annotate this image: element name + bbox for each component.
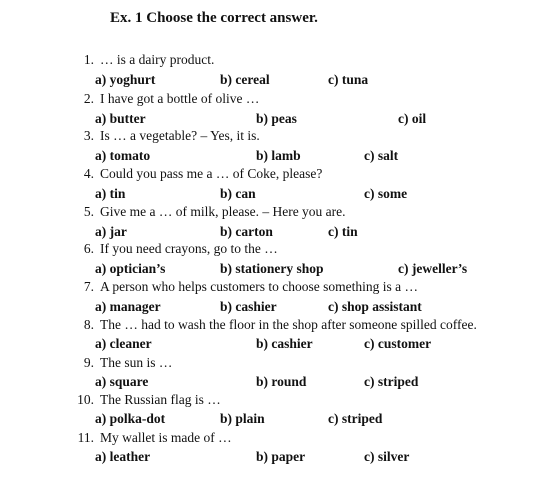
question-text: Is … a vegetable? – Yes, it is. xyxy=(100,128,260,143)
option-a: a) butter xyxy=(95,111,146,126)
option-c: c) tin xyxy=(328,224,358,239)
option-c: c) customer xyxy=(364,336,432,351)
option-b: b) lamb xyxy=(256,148,301,163)
option-c: c) tuna xyxy=(328,72,369,87)
option-a: a) leather xyxy=(95,449,151,464)
option-c: c) striped xyxy=(364,374,419,389)
question-text: My wallet is made of … xyxy=(100,430,232,445)
question-6 xyxy=(72,241,278,257)
question-3 xyxy=(72,128,260,144)
question-8 xyxy=(72,317,477,333)
question-text: … is a dairy product. xyxy=(100,52,215,67)
option-c: c) salt xyxy=(364,148,399,163)
question-number: 1. xyxy=(83,52,94,67)
question-text: If you need crayons, go to the … xyxy=(100,241,278,256)
option-a: a) jar xyxy=(95,224,127,239)
question-text: The sun is … xyxy=(100,355,173,370)
option-c: c) silver xyxy=(364,449,410,464)
question-number: 10. xyxy=(77,392,94,407)
option-c: c) oil xyxy=(398,111,427,126)
question-number: 9. xyxy=(83,355,94,370)
option-c: c) some xyxy=(364,186,408,201)
question-number: 2. xyxy=(83,91,94,106)
question-5 xyxy=(72,204,346,220)
option-b: b) paper xyxy=(256,449,306,464)
question-1 xyxy=(72,52,214,68)
question-text: Could you pass me a … of Coke, please? xyxy=(100,166,323,181)
question-number: 7. xyxy=(83,279,94,294)
question-2 xyxy=(72,91,259,107)
question-4 xyxy=(72,166,322,182)
option-c: c) striped xyxy=(328,411,383,426)
option-a: a) tomato xyxy=(95,148,151,163)
option-a: a) optician’s xyxy=(95,261,166,276)
option-c: c) jeweller’s xyxy=(398,261,468,276)
option-a: a) cleaner xyxy=(95,336,152,351)
question-10 xyxy=(72,392,221,408)
question-9 xyxy=(72,355,172,371)
question-number: 6. xyxy=(83,241,94,256)
question-number: 4. xyxy=(83,166,94,181)
option-a: a) yoghurt xyxy=(95,72,156,87)
question-number: 3. xyxy=(83,128,94,143)
question-7 xyxy=(72,279,418,295)
question-number: 5. xyxy=(83,204,94,219)
option-b: b) carton xyxy=(220,224,273,239)
option-a: a) manager xyxy=(95,299,161,314)
question-text: I have got a bottle of olive … xyxy=(100,91,260,106)
option-b: b) stationery shop xyxy=(220,261,324,276)
exercise-title: Ex. 1 Choose the correct answer. xyxy=(110,10,318,26)
option-b: b) peas xyxy=(256,111,297,126)
option-b: b) cereal xyxy=(220,72,270,87)
question-text: A person who helps customers to choose something is a … xyxy=(100,279,418,294)
option-b: b) round xyxy=(256,374,307,389)
question-text: Give me a … of milk, please. – Here you are. xyxy=(100,204,346,219)
option-a: a) polka-dot xyxy=(95,411,166,426)
question-text: The Russian flag is … xyxy=(100,392,221,407)
option-b: b) can xyxy=(220,186,256,201)
question-text: The … had to wash the floor in the shop after someone spilled coffee. xyxy=(100,317,477,332)
option-b: b) cashier xyxy=(220,299,277,314)
option-a: a) square xyxy=(95,374,149,389)
option-b: b) cashier xyxy=(256,336,313,351)
question-11 xyxy=(72,430,232,446)
option-a: a) tin xyxy=(95,186,126,201)
question-number: 8. xyxy=(83,317,94,332)
question-number: 11. xyxy=(77,430,94,445)
option-b: b) plain xyxy=(220,411,265,426)
option-c: c) shop assistant xyxy=(328,299,422,314)
